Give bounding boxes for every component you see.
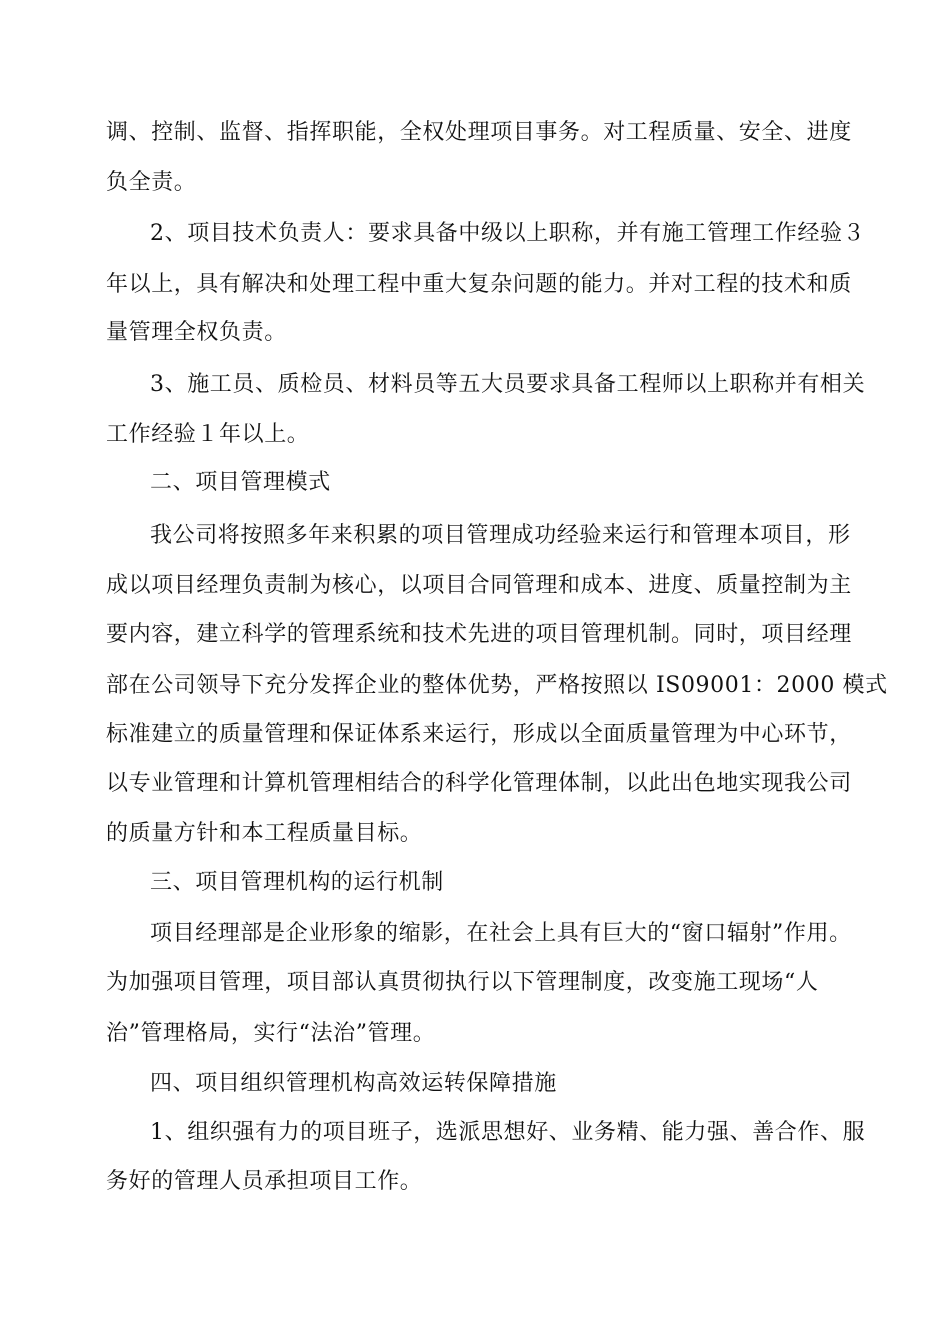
text-line: 工作经验１年以上。 (106, 422, 310, 447)
text-line: 务好的管理人员承担项目工作。 (106, 1169, 423, 1194)
text-line: 年以上，具有解决和处理工程中重大复杂问题的能力。并对工程的技术和质 (106, 272, 852, 297)
text-line: 3、施工员、质检员、材料员等五大员要求具备工程师以上职称并有相关 (150, 372, 866, 397)
section-heading: 二、项目管理模式 (150, 470, 331, 495)
text-line: 治”管理格局，实行“法治”管理。 (106, 1021, 436, 1046)
text-line: 2、项目技术负责人：要求具备中级以上职称，并有施工管理工作经验３ (150, 221, 866, 246)
text-line: 负全责。 (106, 170, 197, 195)
text-line: 的质量方针和本工程质量目标。 (106, 821, 423, 846)
text-line: 1、组织强有力的项目班子，选派思想好、业务精、能力强、善合作、服 (150, 1120, 866, 1145)
text-line: 为加强项目管理，项目部认真贯彻执行以下管理制度，改变施工现场“人 (106, 970, 819, 995)
text-line: 量管理全权负责。 (106, 320, 287, 345)
text-line: 调、控制、监督、指挥职能，全权处理项目事务。对工程质量、安全、进度 (106, 120, 852, 145)
text-line: 成以项目经理负责制为核心，以项目合同管理和成本、进度、质量控制为主 (106, 573, 852, 598)
section-heading: 三、项目管理机构的运行机制 (150, 870, 444, 895)
text-line: 标准建立的质量管理和保证体系来运行，形成以全面质量管理为中心环节， (106, 722, 852, 747)
text-line: 项目经理部是企业形象的缩影，在社会上具有巨大的“窗口辐射”作用。 (150, 921, 852, 946)
text-line: 部在公司领导下充分发挥企业的整体优势，严格按照以 IS09001：2000 模式 (106, 673, 888, 698)
text-line: 要内容，建立科学的管理系统和技术先进的项目管理机制。同时，项目经理 (106, 622, 852, 647)
section-heading: 四、项目组织管理机构高效运转保障措施 (150, 1071, 557, 1096)
text-line: 我公司将按照多年来积累的项目管理成功经验来运行和管理本项目，形 (150, 523, 851, 548)
text-line: 以专业管理和计算机管理相结合的科学化管理体制，以此出色地实现我公司 (106, 771, 852, 796)
